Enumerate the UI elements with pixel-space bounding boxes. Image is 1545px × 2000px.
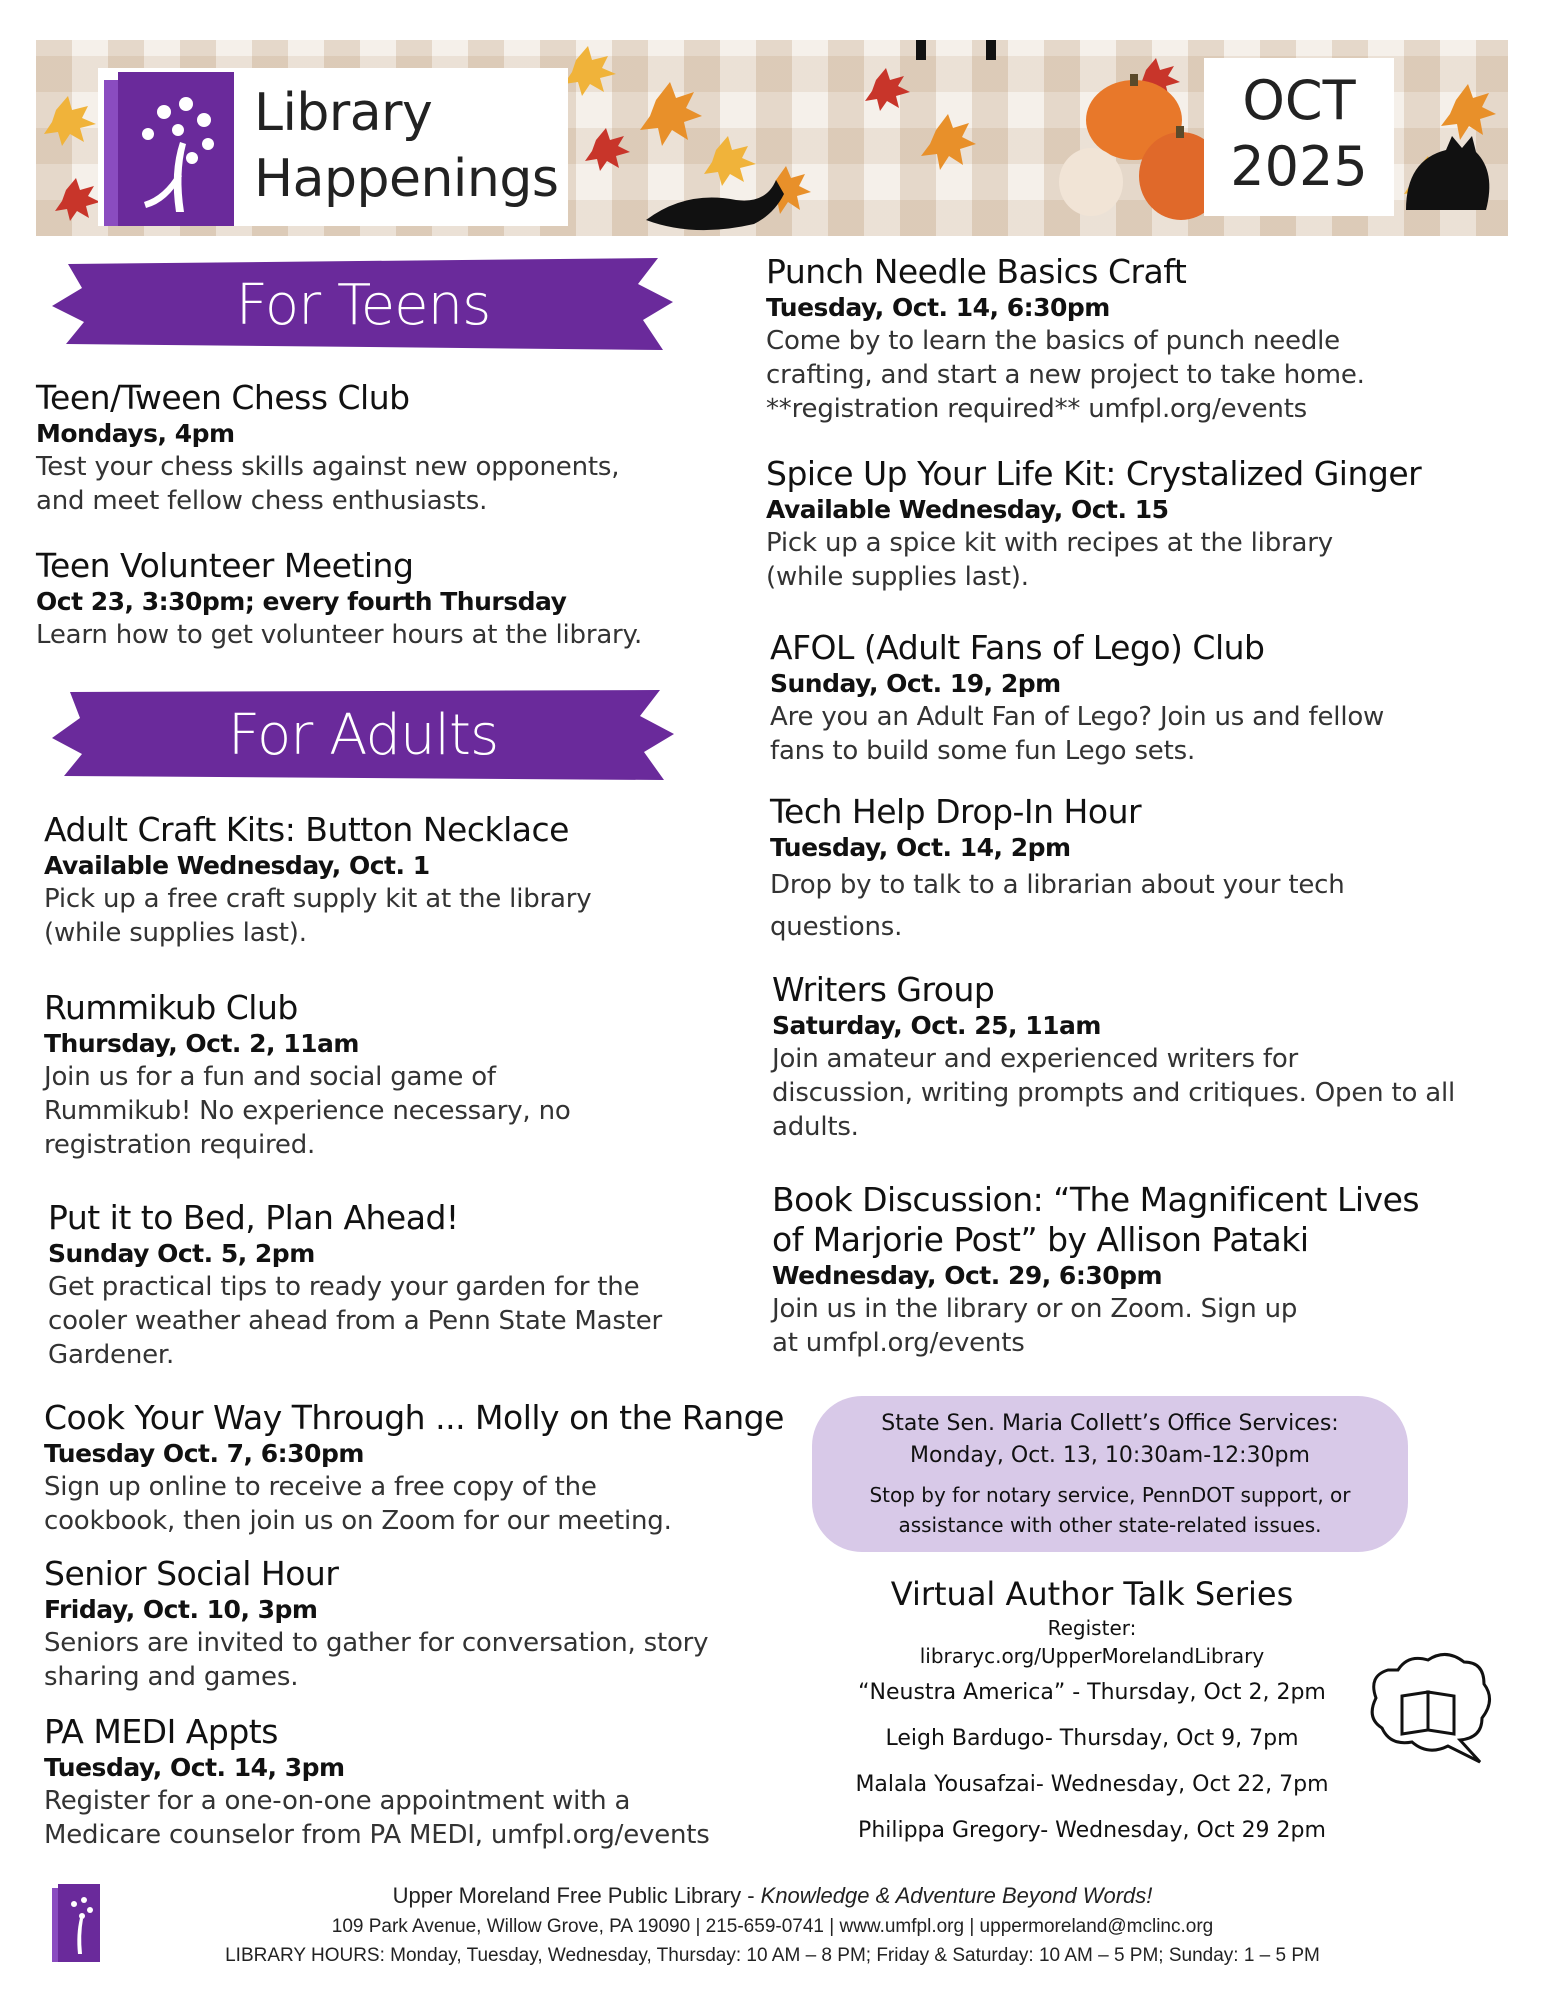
- event-when: Tuesday Oct. 7, 6:30pm: [44, 1439, 364, 1468]
- desc-line: Rummikub! No experience necessary, no: [44, 1096, 571, 1126]
- newsletter-title: [254, 80, 558, 212]
- event-desc: [48, 1270, 662, 1372]
- footer-library-name: Upper Moreland Free Public Library -: [392, 1883, 761, 1908]
- event-when: Friday, Oct. 10, 3pm: [44, 1595, 318, 1624]
- desc-line: **registration required** umfpl.org/events: [766, 394, 1308, 424]
- author-talk-series: [812, 1574, 1372, 1854]
- desc-line: Sign up online to receive a free copy of the: [44, 1472, 597, 1502]
- issue-year: 2025: [1230, 135, 1368, 198]
- senator-line: assistance with other state-related issues.: [898, 1513, 1322, 1537]
- author-talk-item: “Neustra America” - Thursday, Oct 2, 2pm: [858, 1680, 1326, 1705]
- event-desc: [36, 450, 619, 518]
- event-title: Adult Craft Kits: Button Necklace: [44, 810, 569, 849]
- section-title-adults: For Adults: [227, 702, 499, 768]
- desc-line: sharing and games.: [44, 1662, 299, 1692]
- event-title: PA MEDI Appts: [44, 1712, 278, 1751]
- desc-line: cookbook, then join us on Zoom for our meeting.: [44, 1506, 672, 1536]
- desc-line: Medicare counselor from PA MEDI, umfpl.org/events: [44, 1820, 710, 1850]
- event-when: Oct 23, 3:30pm; every fourth Thursday: [36, 587, 567, 616]
- issue-month: OCT: [1242, 69, 1356, 132]
- event-desc: [770, 864, 1345, 948]
- event-punch-needle: [766, 252, 1365, 426]
- desc-line: discussion, writing prompts and critiques. Open to all: [772, 1078, 1455, 1108]
- event-when: Mondays, 4pm: [36, 419, 235, 448]
- section-banner-adults: [48, 688, 678, 782]
- desc-line: cooler weather ahead from a Penn State Master: [48, 1306, 663, 1336]
- desc-line: Test your chess skills against new opponents,: [36, 452, 620, 482]
- event-senior-social: [44, 1554, 708, 1694]
- event-when: Sunday, Oct. 19, 2pm: [770, 669, 1061, 698]
- desc-line: adults.: [772, 1112, 859, 1142]
- event-pa-medi: [44, 1712, 710, 1852]
- desc-line: (while supplies last).: [44, 918, 307, 948]
- desc-line: crafting, and start a new project to take home.: [766, 360, 1365, 390]
- author-talk-item: Malala Yousafzai- Wednesday, Oct 22, 7pm: [855, 1772, 1329, 1797]
- senator-line: Monday, Oct. 13, 10:30am-12:30pm: [910, 1443, 1310, 1468]
- event-desc: [766, 324, 1365, 426]
- desc-line: Join us in the library or on Zoom. Sign up: [772, 1294, 1298, 1324]
- desc-line: Register for a one-on-one appointment with a: [44, 1786, 631, 1816]
- title-line-1: Library: [254, 83, 433, 143]
- event-writers-group: [772, 970, 1455, 1144]
- event-afol: [770, 628, 1384, 768]
- desc-line: Drop by to talk to a librarian about your tech: [770, 870, 1345, 900]
- event-title: Book Discussion: “The Magnificent Lives: [772, 1180, 1420, 1219]
- event-rummikub: [44, 988, 571, 1162]
- event-title: Tech Help Drop-In Hour: [770, 792, 1142, 831]
- event-desc: [770, 700, 1384, 768]
- event-desc: [44, 882, 591, 950]
- event-cookbook: [44, 1398, 784, 1538]
- senator-services-box: [812, 1396, 1408, 1552]
- event-title: AFOL (Adult Fans of Lego) Club: [770, 628, 1265, 667]
- event-teen-chess: [36, 378, 619, 518]
- speech-bubble-book-icon: [1368, 1650, 1492, 1774]
- desc-line: Pick up a free craft supply kit at the library: [44, 884, 592, 914]
- event-when: Saturday, Oct. 25, 11am: [772, 1011, 1101, 1040]
- event-desc: [44, 1784, 710, 1852]
- header-banner: [36, 40, 1508, 236]
- author-talk-item: Leigh Bardugo- Thursday, Oct 9, 7pm: [885, 1726, 1299, 1751]
- event-when: Sunday Oct. 5, 2pm: [48, 1239, 315, 1268]
- event-desc: [36, 618, 642, 652]
- desc-line: and meet fellow chess enthusiasts.: [36, 486, 488, 516]
- event-title: Senior Social Hour: [44, 1554, 339, 1593]
- event-book-discussion: [772, 1180, 1419, 1360]
- footer: [0, 1880, 1545, 1970]
- event-when: Wednesday, Oct. 29, 6:30pm: [772, 1261, 1163, 1290]
- section-banner-teens: [48, 258, 678, 352]
- footer-contact: 109 Park Avenue, Willow Grove, PA 19090 | 215-659-0741 | www.umfpl.org | uppermoreland@mclinc.org: [331, 1916, 1214, 1937]
- title-line-2: Happenings: [254, 149, 559, 209]
- event-desc: [44, 1470, 784, 1538]
- senator-line: State Sen. Maria Collett’s Office Services:: [881, 1411, 1339, 1436]
- event-tech-help: [770, 792, 1345, 948]
- desc-line: Join amateur and experienced writers for: [772, 1044, 1299, 1074]
- desc-line: fans to build some fun Lego sets.: [770, 736, 1196, 766]
- author-talk-item: Philippa Gregory- Wednesday, Oct 29 2pm: [858, 1818, 1326, 1843]
- event-title: Rummikub Club: [44, 988, 298, 1027]
- event-desc: [772, 1292, 1419, 1360]
- footer-hours: LIBRARY HOURS: Monday, Tuesday, Wednesday, Thursday: 10 AM – 8 PM; Friday & Saturday: 10 AM – 5 PM; Sunday: 1 – 5 PM: [225, 1945, 1320, 1966]
- event-desc: [766, 526, 1421, 594]
- desc-line: Gardener.: [48, 1340, 175, 1370]
- section-title-teens: For Teens: [235, 272, 491, 338]
- desc-line: Pick up a spice kit with recipes at the library: [766, 528, 1333, 558]
- register-link[interactable]: libraryc.org/UpperMorelandLibrary: [919, 1644, 1265, 1668]
- event-title: Punch Needle Basics Craft: [766, 252, 1187, 291]
- event-when: Tuesday, Oct. 14, 6:30pm: [766, 293, 1110, 322]
- desc-line: Seniors are invited to gather for conversation, story: [44, 1628, 709, 1658]
- desc-line: (while supplies last).: [766, 562, 1029, 592]
- event-title: Cook Your Way Through ... Molly on the Range: [44, 1398, 784, 1437]
- event-teen-volunteer: [36, 546, 642, 652]
- event-desc: [772, 1042, 1455, 1144]
- senator-line: Stop by for notary service, PennDOT support, or: [869, 1483, 1351, 1507]
- footer-library-line: [0, 1880, 1545, 1912]
- desc-line: Get practical tips to ready your garden for the: [48, 1272, 640, 1302]
- event-when: Tuesday, Oct. 14, 3pm: [44, 1753, 345, 1782]
- event-craft-kits: [44, 810, 591, 950]
- event-title: Teen Volunteer Meeting: [36, 546, 414, 585]
- event-title: Spice Up Your Life Kit: Crystalized Ginger: [766, 454, 1422, 493]
- event-when: Tuesday, Oct. 14, 2pm: [770, 833, 1071, 862]
- register-label: Register:: [1047, 1616, 1137, 1640]
- event-desc: [44, 1626, 708, 1694]
- desc-line: Are you an Adult Fan of Lego? Join us and fellow: [770, 702, 1385, 732]
- issue-date: [1204, 58, 1394, 216]
- desc-line: Come by to learn the basics of punch needle: [766, 326, 1340, 356]
- desc-line: Learn how to get volunteer hours at the library.: [36, 620, 643, 650]
- event-desc: [44, 1060, 571, 1162]
- event-title: Writers Group: [772, 970, 995, 1009]
- desc-line: questions.: [770, 912, 903, 942]
- desc-line: Join us for a fun and social game of: [44, 1062, 496, 1092]
- desc-line: registration required.: [44, 1130, 316, 1160]
- event-garden: [48, 1198, 662, 1372]
- event-when: Available Wednesday, Oct. 1: [44, 851, 430, 880]
- author-talk-heading: Virtual Author Talk Series: [890, 1575, 1294, 1613]
- event-when: Thursday, Oct. 2, 11am: [44, 1029, 359, 1058]
- event-title: Teen/Tween Chess Club: [36, 378, 410, 417]
- event-title: of Marjorie Post” by Allison Pataki: [772, 1220, 1309, 1259]
- event-spice-kit: [766, 454, 1421, 594]
- footer-tagline: Knowledge & Adventure Beyond Words!: [760, 1883, 1153, 1908]
- event-title: Put it to Bed, Plan Ahead!: [48, 1198, 459, 1237]
- library-logo-icon: [104, 72, 234, 226]
- event-when: Available Wednesday, Oct. 15: [766, 495, 1169, 524]
- desc-line: at umfpl.org/events: [772, 1328, 1025, 1358]
